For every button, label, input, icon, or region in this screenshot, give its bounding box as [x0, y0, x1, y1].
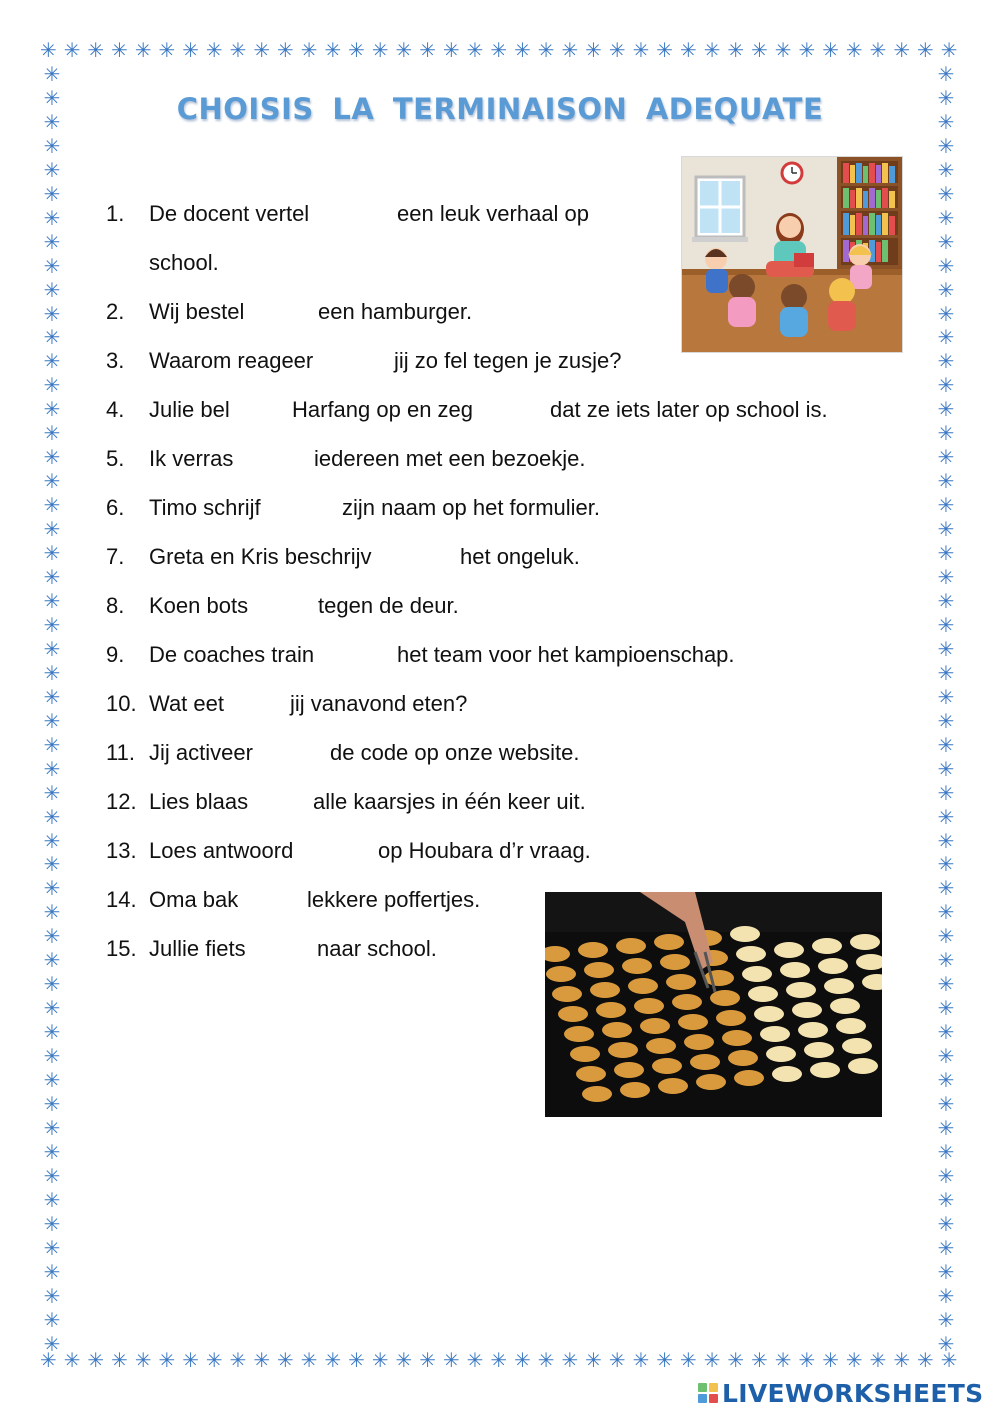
ending-blank[interactable]	[494, 397, 544, 424]
item-number: 11.	[106, 740, 135, 765]
sentence-start: Wij bestel	[149, 299, 245, 324]
worksheet-title: CHOISIS LA TERMINAISON ADEQUATE	[176, 92, 824, 126]
ending-blank[interactable]	[264, 593, 314, 620]
snowflake-border-right: ✳ ✳ ✳ ✳ ✳ ✳ ✳ ✳ ✳ ✳ ✳ ✳ ✳ ✳ ✳ ✳ ✳ ✳ ✳ ✳ ✳ ✳ ✳ ✳ ✳ ✳ ✳ ✳ ✳ ✳ ✳ ✳ ✳ ✳ ✳ ✳ ✳ ✳ ✳ ✳ ✳ ✳ ✳ ✳ ✳ ✳ ✳ ✳ ✳ ✳ ✳ ✳ ✳ ✳	[937, 62, 955, 1356]
sentence-end: alle kaarsjes in één keer uit.	[313, 789, 586, 814]
sentence-end: dat ze iets later op school is.	[550, 397, 828, 422]
sentence-start: De docent vertel	[149, 201, 310, 226]
sentence-start: Lies blaas	[149, 789, 249, 814]
item-number: 14.	[106, 887, 137, 912]
sentence-start: Waarom reageer	[149, 348, 314, 373]
snowflake-border-left: ✳ ✳ ✳ ✳ ✳ ✳ ✳ ✳ ✳ ✳ ✳ ✳ ✳ ✳ ✳ ✳ ✳ ✳ ✳ ✳ ✳ ✳ ✳ ✳ ✳ ✳ ✳ ✳ ✳ ✳ ✳ ✳ ✳ ✳ ✳ ✳ ✳ ✳ ✳ ✳ ✳ ✳ ✳ ✳ ✳ ✳ ✳ ✳ ✳ ✳ ✳ ✳ ✳ ✳	[43, 62, 61, 1356]
sentence-start: Koen bots	[149, 593, 249, 618]
sentence-end: de code op onze website.	[330, 740, 580, 765]
sentence-end: jij zo fel tegen je zusje?	[394, 348, 622, 373]
sentence-end: op Houbara d’r vraag.	[378, 838, 591, 863]
ending-blank[interactable]	[340, 348, 390, 375]
ending-blank[interactable]	[264, 299, 314, 326]
sentence-end: het ongeluk.	[460, 544, 580, 569]
snowflake-border-bottom: ✳ ✳ ✳ ✳ ✳ ✳ ✳ ✳ ✳ ✳ ✳ ✳ ✳ ✳ ✳ ✳ ✳ ✳ ✳ ✳ ✳ ✳ ✳ ✳ ✳ ✳ ✳ ✳ ✳ ✳ ✳ ✳ ✳ ✳ ✳ ✳ ✳ ✳ ✳	[40, 1348, 958, 1372]
item-number: 2.	[106, 299, 125, 324]
ending-blank[interactable]	[398, 544, 456, 571]
sentence-start: school.	[149, 250, 219, 275]
item-number: 4.	[106, 397, 125, 422]
sentence-start: Loes antwoord	[149, 838, 294, 863]
sentence-end: een leuk verhaal op	[397, 201, 590, 226]
sentence-end: tegen de deur.	[318, 593, 459, 618]
sentence-start: Jullie fiets	[149, 936, 246, 961]
ending-blank[interactable]	[288, 495, 338, 522]
sentence-start: Timo schrijf	[149, 495, 261, 520]
ending-blank[interactable]	[251, 446, 311, 473]
logo-icon	[698, 1383, 718, 1403]
ending-blank[interactable]	[258, 789, 310, 816]
item-number: 1.	[106, 201, 125, 226]
item-number: 5.	[106, 446, 125, 471]
sentence-start: De coaches train	[149, 642, 315, 667]
poffertjes-photo	[545, 892, 882, 1117]
item-number: 12.	[106, 789, 137, 814]
sentence-start: Oma bak	[149, 887, 239, 912]
item-number: 13.	[106, 838, 137, 863]
sentence-start: Greta en Kris beschrijv	[149, 544, 372, 569]
sentence-end: een hamburger.	[318, 299, 473, 324]
liveworksheets-logo	[698, 1378, 983, 1408]
ending-blank[interactable]	[268, 740, 324, 767]
ending-blank[interactable]	[248, 397, 288, 424]
ending-blank[interactable]	[250, 887, 302, 914]
sentence-end: lekkere poffertjes.	[307, 887, 481, 912]
item-number: 3.	[106, 348, 125, 373]
item-number: 8.	[106, 593, 125, 618]
sentence-end: jij vanavond eten?	[290, 691, 468, 716]
sentence-end: iedereen met een bezoekje.	[314, 446, 586, 471]
ending-blank[interactable]	[240, 691, 286, 718]
sentence-end: naar school.	[317, 936, 437, 961]
sentence-start: Wat eet	[149, 691, 224, 716]
snowflake-border-top: ✳ ✳ ✳ ✳ ✳ ✳ ✳ ✳ ✳ ✳ ✳ ✳ ✳ ✳ ✳ ✳ ✳ ✳ ✳ ✳ ✳ ✳ ✳ ✳ ✳ ✳ ✳ ✳ ✳ ✳ ✳ ✳ ✳ ✳ ✳ ✳ ✳ ✳ ✳	[40, 38, 958, 62]
sentence-end: zijn naam op het formulier.	[342, 495, 601, 520]
item-number: 6.	[106, 495, 125, 520]
sentence-end: het team voor het kampioenschap.	[397, 642, 735, 667]
ending-blank[interactable]	[316, 838, 374, 865]
sentence-start: Julie bel	[149, 397, 230, 422]
ending-blank[interactable]	[334, 201, 392, 228]
classroom-illustration	[681, 156, 903, 353]
brand-name: LIVEWORKSHEETS	[722, 1378, 984, 1408]
sentence-middle: Harfang op en zeg	[292, 397, 474, 422]
item-number: 7.	[106, 544, 125, 569]
ending-blank[interactable]	[262, 936, 312, 963]
item-number: 9.	[106, 642, 125, 667]
item-number: 10.	[106, 691, 137, 716]
item-number: 15.	[106, 936, 137, 961]
sentence-start: Jij activeer	[149, 740, 253, 765]
ending-blank[interactable]	[334, 642, 392, 669]
sentence-start: Ik verras	[149, 446, 234, 471]
